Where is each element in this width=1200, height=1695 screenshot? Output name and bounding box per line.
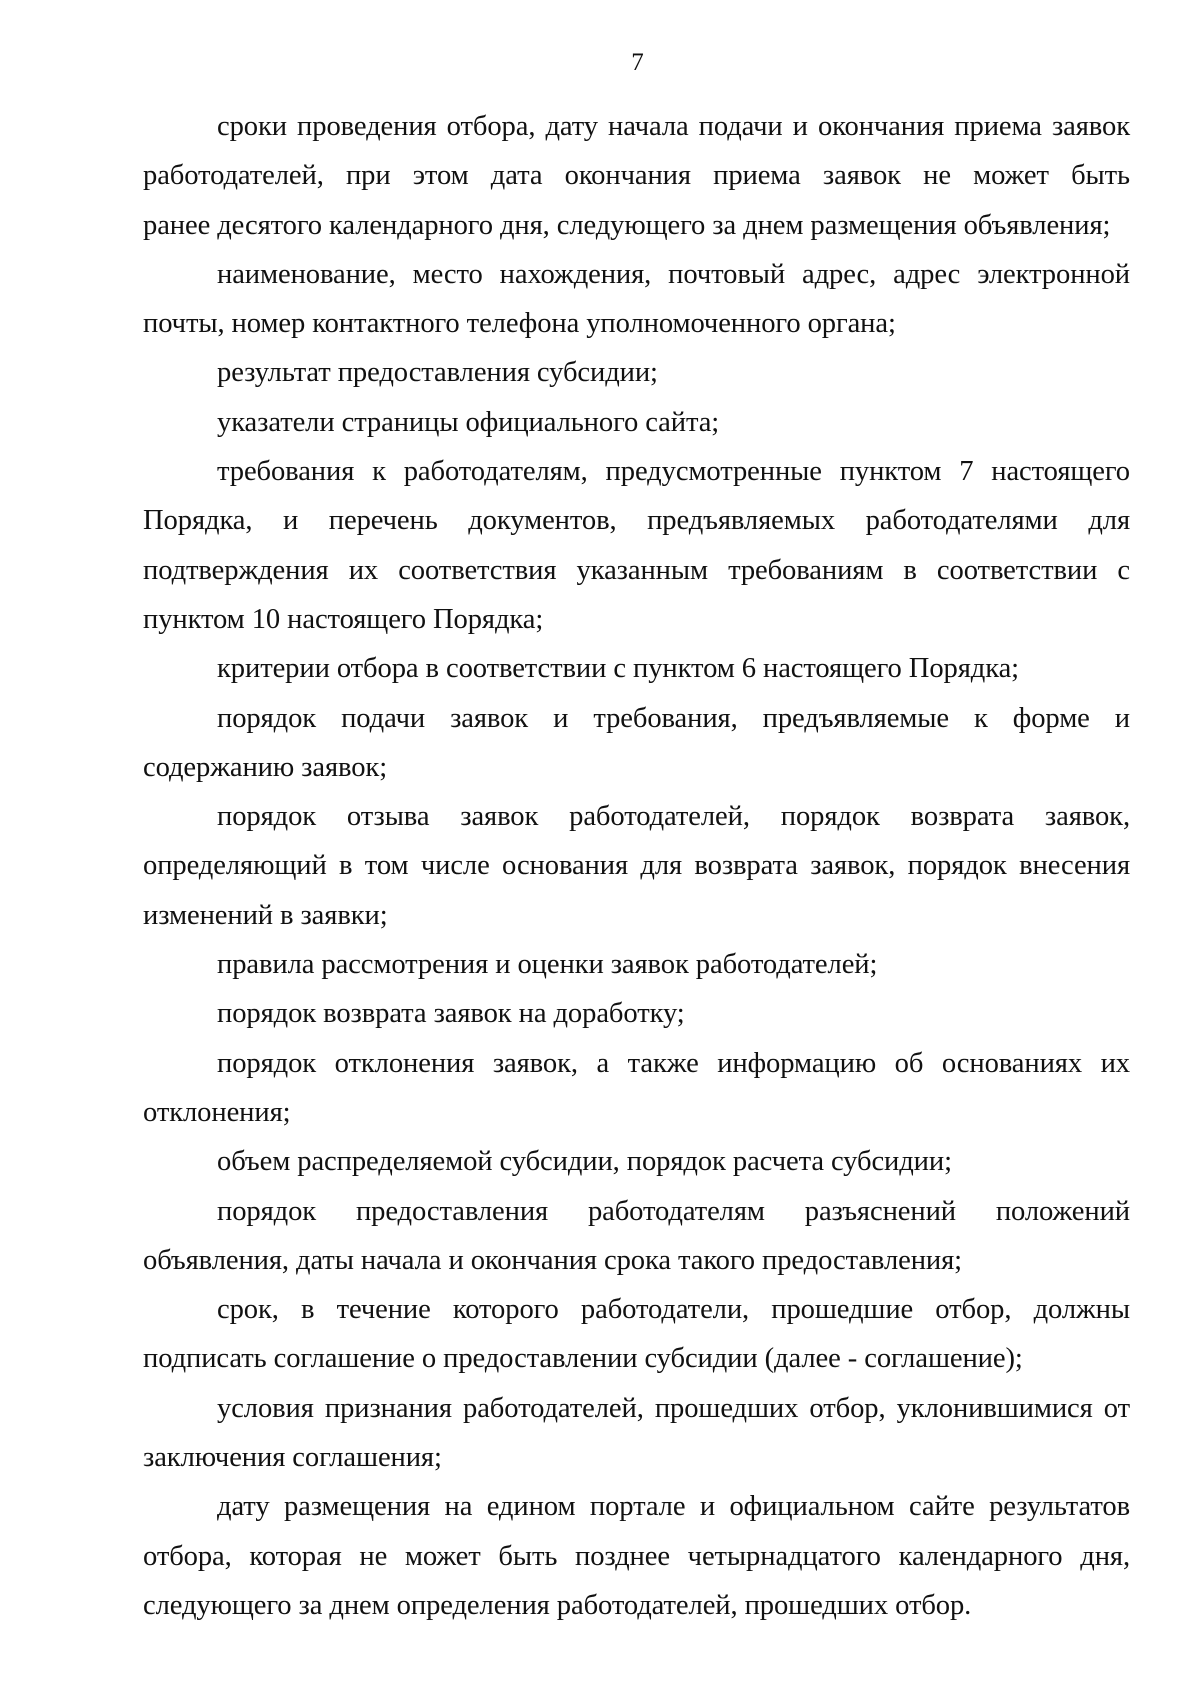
text-line: ранее десятого календарного дня, следующего за днем размещения объявления; — [143, 209, 1111, 241]
text-line: порядок отзыва заявок работодателей, порядок возврата заявок, — [217, 801, 1130, 833]
text-line: объем распределяемой субсидии, порядок расчета субсидии; — [217, 1146, 952, 1178]
text-line: почты, номер контактного телефона уполномоченного органа; — [143, 308, 896, 340]
paragraph — [143, 348, 1130, 397]
paragraph — [143, 447, 1130, 644]
text-line: заключения соглашения; — [143, 1442, 442, 1474]
paragraph — [143, 940, 1130, 989]
paragraph — [143, 989, 1130, 1038]
text-line: порядок предоставления работодателям разъяснений положений — [217, 1195, 1130, 1227]
text-line: результат предоставления субсидии; — [217, 357, 658, 389]
text-line: пунктом 10 настоящего Порядка; — [143, 603, 544, 635]
text-line: подтверждения их соответствия указанным требованиям в соответствии с — [143, 554, 1130, 586]
text-line: следующего за днем определения работодателей, прошедших отбор. — [143, 1589, 972, 1621]
paragraph — [143, 398, 1130, 447]
text-line: изменений в заявки; — [143, 899, 388, 931]
paragraph — [143, 644, 1130, 693]
paragraph — [143, 1039, 1130, 1138]
text-line: порядок подачи заявок и требования, предъявляемые к форме и — [217, 702, 1130, 734]
text-line: срок, в течение которого работодатели, прошедшие отбор, должны — [217, 1294, 1130, 1326]
text-line: подписать соглашение о предоставлении субсидии (далее - соглашение); — [143, 1343, 1023, 1375]
paragraph — [143, 1482, 1130, 1630]
text-line: условия признания работодателей, прошедших отбор, уклонившимися от — [217, 1392, 1130, 1424]
text-line: работодателей, при этом дата окончания приема заявок не может быть — [143, 160, 1130, 192]
text-line: порядок отклонения заявок, а также информацию об основаниях их — [217, 1047, 1130, 1079]
text-line: правила рассмотрения и оценки заявок работодателей; — [217, 949, 878, 981]
text-line: Порядка, и перечень документов, предъявляемых работодателями для — [143, 505, 1130, 537]
text-line: отбора, которая не может быть позднее четырнадцатого календарного дня, — [143, 1540, 1130, 1572]
text-line: сроки проведения отбора, дату начала подачи и окончания приема заявок — [217, 111, 1130, 142]
text-line: дату размещения на едином портале и официальном сайте результатов — [217, 1491, 1130, 1523]
text-line: требования к работодателям, предусмотренные пунктом 7 настоящего — [217, 456, 1130, 488]
paragraph — [143, 250, 1130, 349]
text-line: определяющий в том числе основания для возврата заявок, порядок внесения — [143, 850, 1130, 882]
text-line: порядок возврата заявок на доработку; — [217, 998, 685, 1030]
paragraph — [143, 1137, 1130, 1186]
paragraph — [143, 1187, 1130, 1286]
text-line: наименование, место нахождения, почтовый адрес, адрес электронной — [217, 258, 1130, 290]
paragraph — [143, 694, 1130, 793]
paragraph — [143, 792, 1130, 940]
text-line: отклонения; — [143, 1096, 291, 1128]
text-line: объявления, даты начала и окончания срока такого предоставления; — [143, 1244, 963, 1276]
paragraph — [143, 102, 1130, 250]
text-line: содержанию заявок; — [143, 751, 388, 783]
text-line: критерии отбора в соответствии с пунктом 6 настоящего Порядка; — [217, 653, 1020, 685]
paragraph — [143, 1384, 1130, 1483]
paragraph — [143, 1285, 1130, 1384]
document-body — [143, 102, 1130, 1630]
page-number: 7 — [631, 49, 644, 76]
text-line: указатели страницы официального сайта; — [217, 406, 720, 438]
